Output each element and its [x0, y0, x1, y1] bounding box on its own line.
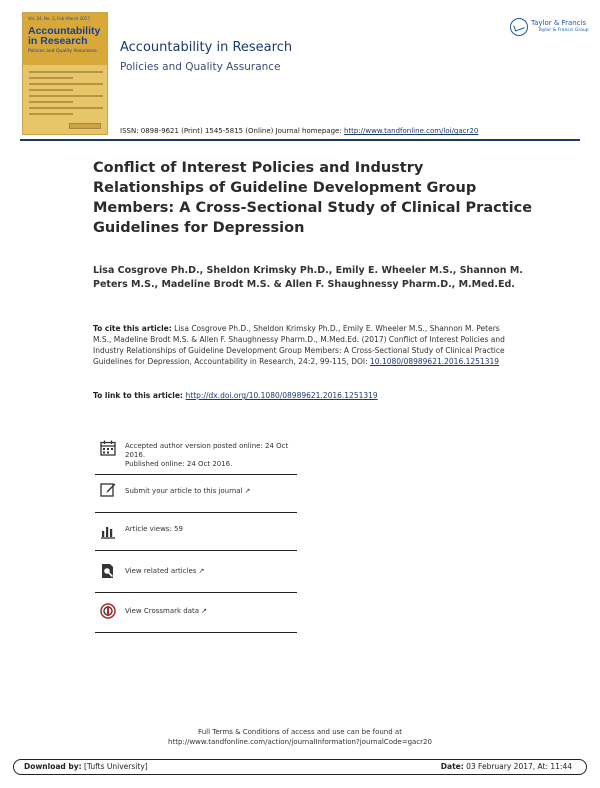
related-articles-label: View related articles: [125, 567, 197, 575]
external-link-icon: ↗: [198, 567, 205, 575]
issn-line: [120, 127, 478, 135]
meta-row-submit[interactable]: [95, 475, 297, 513]
cover-subtitle: Policies and Quality Assurance: [28, 49, 97, 54]
citation-block: [93, 323, 518, 367]
doi-link[interactable]: 10.1080/08989621.2016.1251319: [370, 357, 500, 366]
citation-label: To cite this article:: [93, 324, 172, 333]
article-title: Conflict of Interest Policies and Industry Relationships of Guideline Development Group Members: A Cross-Sectional Study of Clinical Practice Guidelines for Depression: [93, 160, 533, 236]
bar-chart-icon: [100, 523, 116, 539]
related-articles-link[interactable]: [125, 567, 204, 576]
cover-meta: Vol. 24, No. 2, Feb–March 2017: [28, 16, 90, 21]
publisher-logo-icon: [510, 18, 528, 36]
accepted-date: Accepted author version posted online: 24 Oct 2016.: [125, 442, 289, 459]
cover-title-line1: Accountability: [28, 25, 101, 37]
meta-row-crossmark[interactable]: [95, 593, 297, 633]
terms-footer: [0, 727, 600, 747]
edit-icon: [100, 481, 116, 497]
article-doi-url[interactable]: http://dx.doi.org/10.1080/08989621.2016.1251319: [185, 391, 378, 400]
cover-title: [28, 26, 100, 46]
terms-url[interactable]: http://www.tandfonline.com/action/journalInformation?journalCode=gacr20: [168, 738, 432, 746]
download-date-value: 03 February 2017, At: 11:44: [463, 762, 572, 771]
crossmark-label: View Crossmark data: [125, 607, 200, 615]
cover-contents-lines: [29, 71, 103, 119]
issn-text: ISSN: 0898-9621 (Print) 1545-5815 (Online) Journal homepage:: [120, 127, 344, 135]
download-date: [441, 762, 572, 771]
meta-row-dates: [95, 436, 297, 475]
calendar-icon: [100, 440, 116, 456]
submit-article-link[interactable]: [125, 487, 250, 496]
article-link-line: [93, 391, 378, 400]
downloaded-by: [24, 762, 148, 771]
citation-text: Lisa Cosgrove Ph.D., Sheldon Krimsky Ph.D., Emily E. Wheeler M.S., Shannon M. Peters M.S., Madeline Brodt M.S. & Allen F. Shaughnessy Pharm.D., M.Med.Ed. (2017) Conflict of Interest Policies and Industry Relationships of Guideline Development Group Members: A Cross-Sectional Study of Clinical Practice Guidelines for Depression, Accountability in Research, 24:2, 99-115, DOI:: [93, 324, 505, 366]
external-link-icon: ↗: [244, 487, 251, 495]
downloaded-by-label: Download by:: [24, 762, 82, 771]
search-document-icon: [100, 563, 116, 579]
header-divider: [20, 139, 580, 141]
cover-publisher-logo: [69, 123, 101, 129]
external-link-icon: ↗: [201, 607, 207, 615]
cover-title-line2: in Research: [28, 35, 88, 47]
journal-cover: [22, 12, 108, 135]
publisher-brand: Taylor & Francis: [531, 19, 587, 27]
journal-title: Accountability in Research: [120, 40, 293, 55]
journal-homepage-link[interactable]: http://www.tandfonline.com/loi/gacr20: [343, 127, 479, 135]
crossmark-link[interactable]: [125, 607, 207, 616]
journal-subtitle: Policies and Quality Assurance: [120, 61, 281, 73]
article-authors: Lisa Cosgrove Ph.D., Sheldon Krimsky Ph.D., Emily E. Wheeler M.S., Shannon M. Peters M.S., Madeline Brodt M.S. & Allen F. Shaughnessy Pharm.D., M.Med.Ed.: [93, 265, 523, 290]
publisher-logo: [510, 17, 590, 39]
publisher-brand-sub: Taylor & Francis Group: [538, 28, 589, 33]
meta-row-related[interactable]: [95, 551, 297, 593]
meta-dates-text: [125, 442, 295, 469]
downloaded-by-value: [Tufts University]: [81, 762, 148, 771]
submit-article-label: Submit your article to this journal: [125, 487, 243, 495]
meta-row-views: [95, 513, 297, 551]
published-date: Published online: 24 Oct 2016.: [125, 460, 233, 468]
article-meta-list: [95, 436, 297, 633]
article-views: Article views: 59: [125, 525, 183, 533]
link-label: To link to this article:: [93, 391, 186, 400]
download-info-bar: [13, 759, 587, 775]
terms-line: Full Terms & Conditions of access and use can be found at: [198, 728, 402, 736]
download-date-label: Date:: [440, 762, 464, 771]
crossmark-icon: [100, 603, 116, 619]
